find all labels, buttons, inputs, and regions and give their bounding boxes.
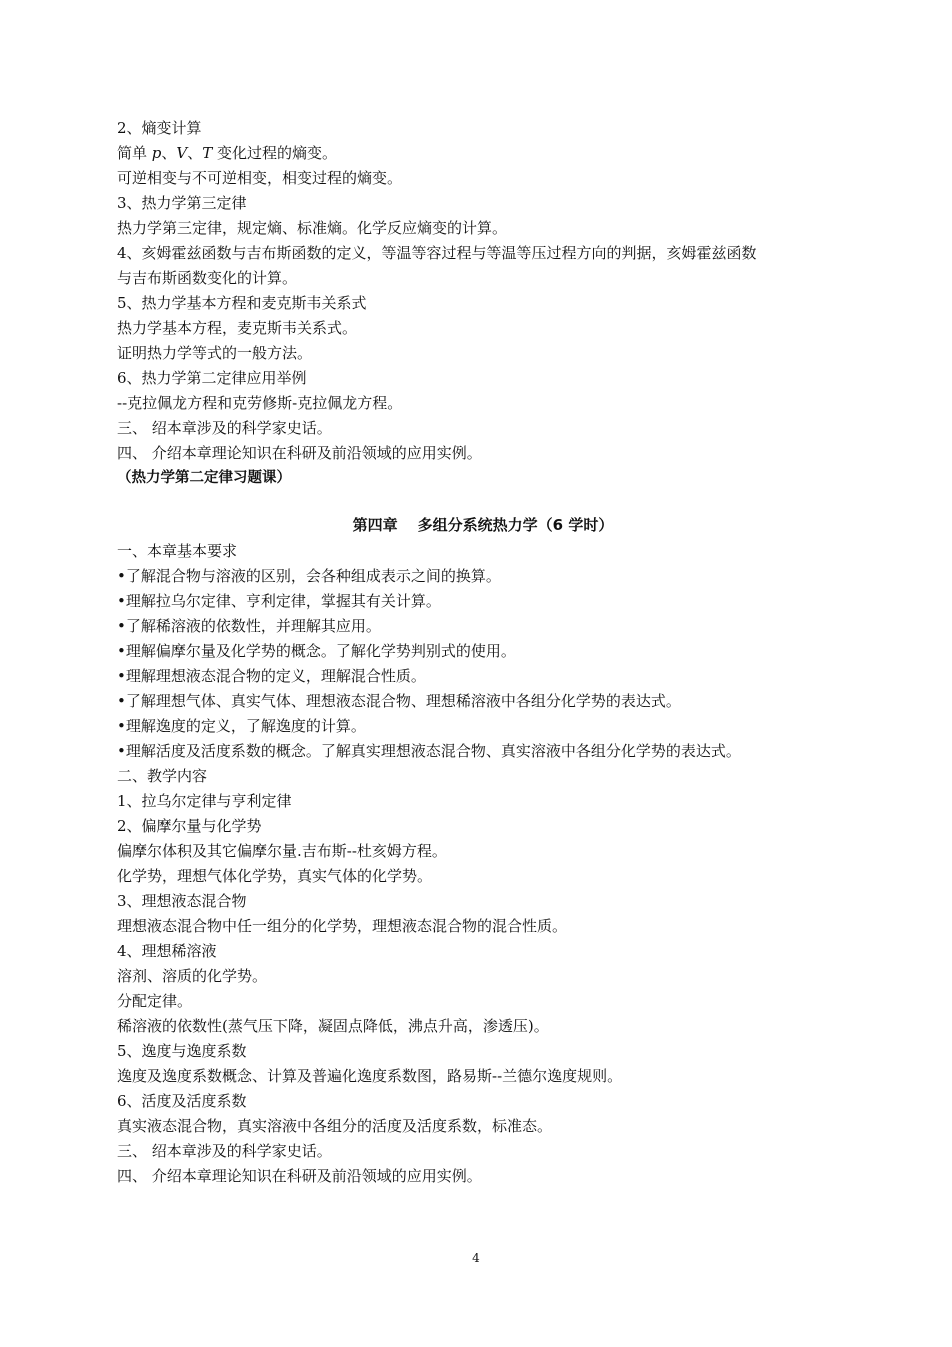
text-line: 可逆相变与不可逆相变，相变过程的熵变。: [117, 169, 403, 187]
text-line: 3、热力学第三定律: [117, 194, 247, 212]
text-line: 2、偏摩尔量与化学势: [117, 817, 262, 835]
text-line: 化学势，理想气体化学势，真实气体的化学势。: [117, 867, 433, 885]
text-line: •理解理想液态混合物的定义，理解混合性质。: [117, 667, 426, 685]
chapter-heading: [117, 513, 837, 539]
text-line: 证明热力学等式的一般方法。: [117, 344, 313, 362]
text-line: •理解逸度的定义，了解逸度的计算。: [117, 717, 366, 735]
text-line: 溶剂、溶质的化学势。: [117, 967, 268, 985]
text-line: 热力学基本方程，麦克斯韦关系式。: [117, 319, 358, 337]
text-line: 四、 介绍本章理论知识在科研及前沿领域的应用实例。: [117, 444, 482, 462]
text-line: 2、熵变计算: [117, 119, 202, 137]
chapter-number: 第四章: [352, 516, 398, 534]
text-line: 二、教学内容: [117, 767, 208, 785]
symbol-v: V: [176, 144, 188, 162]
exercise-note: （热力学第二定律习题课）: [117, 470, 291, 486]
text-line: 偏摩尔体积及其它偏摩尔量.吉布斯--杜亥姆方程。: [117, 842, 447, 860]
entropy-calc-line: [117, 141, 837, 166]
text-fragment: 、: [161, 144, 177, 162]
symbol-p: p: [151, 144, 162, 162]
text-line: 真实液态混合物，真实溶液中各组分的活度及活度系数，标准态。: [117, 1117, 553, 1135]
text-line: 4、理想稀溶液: [117, 942, 217, 960]
spacer: [117, 491, 837, 513]
text-line: 三、 绍本章涉及的科学家史话。: [117, 419, 332, 437]
text-fragment: 、: [187, 144, 203, 162]
text-line: 四、 介绍本章理论知识在科研及前沿领域的应用实例。: [117, 1167, 482, 1185]
text-line: 5、热力学基本方程和麦克斯韦关系式: [117, 294, 367, 312]
text-line: 与吉布斯函数变化的计算。: [117, 269, 298, 287]
text-line: •理解活度及活度系数的概念。了解真实理想液态混合物、真实溶液中各组分化学势的表达式。: [117, 742, 741, 760]
text-line: 5、逸度与逸度系数: [117, 1042, 247, 1060]
page-content: [117, 116, 837, 1189]
text-fragment: 简单: [117, 144, 152, 162]
text-line: 逸度及逸度系数概念、计算及普遍化逸度系数图，路易斯--兰德尔逸度规则。: [117, 1067, 623, 1085]
text-line: 稀溶液的依数性(蒸气压下降，凝固点降低，沸点升高，渗透压)。: [117, 1017, 549, 1035]
page-number: 4: [472, 1251, 480, 1265]
text-line: 3、理想液态混合物: [117, 892, 247, 910]
text-line: 一、本章基本要求: [117, 542, 238, 560]
text-line: •理解偏摩尔量及化学势的概念。了解化学势判别式的使用。: [117, 642, 516, 660]
text-line: 分配定律。: [117, 992, 193, 1010]
text-line: •理解拉乌尔定律、亨利定律，掌握其有关计算。: [117, 592, 441, 610]
text-line: --克拉佩龙方程和克劳修斯-克拉佩龙方程。: [117, 394, 403, 412]
text-fragment: 变化过程的熵变。: [212, 144, 338, 162]
text-line: 4、亥姆霍兹函数与吉布斯函数的定义，等温等容过程与等温等压过程方向的判据，亥姆霍兹函数: [117, 244, 757, 262]
symbol-t: T: [202, 144, 213, 162]
text-line: •了解混合物与溶液的区别，会各种组成表示之间的换算。: [117, 567, 501, 585]
text-line: •了解理想气体、真实气体、理想液态混合物、理想稀溶液中各组分化学势的表达式。: [117, 692, 681, 710]
text-line: 6、活度及活度系数: [117, 1092, 247, 1110]
text-line: 热力学第三定律，规定熵、标准熵。化学反应熵变的计算。: [117, 219, 508, 237]
text-line: 理想液态混合物中任一组分的化学势，理想液态混合物的混合性质。: [117, 917, 568, 935]
text-line: 三、 绍本章涉及的科学家史话。: [117, 1142, 332, 1160]
text-line: •了解稀溶液的依数性，并理解其应用。: [117, 617, 381, 635]
chapter-title: 多组分系统热力学（6 学时）: [417, 516, 614, 534]
text-line: 1、拉乌尔定律与亨利定律: [117, 792, 292, 810]
chapter-body: [117, 539, 837, 1189]
text-line: 6、热力学第二定律应用举例: [117, 369, 307, 387]
